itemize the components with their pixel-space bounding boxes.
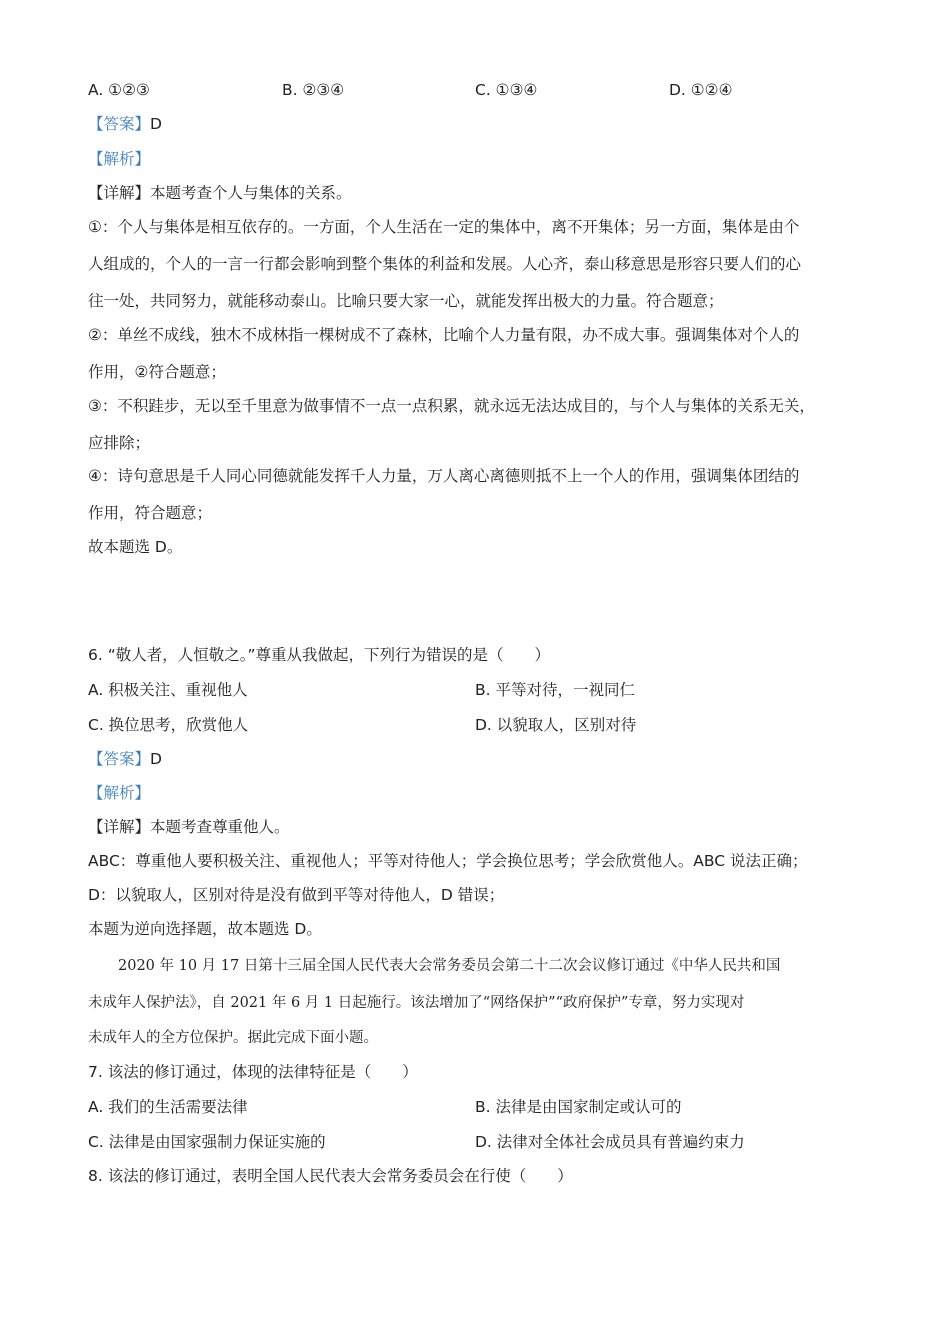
material-line: 2020 年 10 月 17 日第十三届全国人民代表大会常务委员会第二十二次会议修订通过《中华人民共和国 xyxy=(118,958,781,974)
q6-answer xyxy=(88,749,864,769)
q5-explanation-line: ②：单丝不成线，独木不成林指一棵树成不了森林，比喻个人力量有限，办不成大事。强调集体对个人的 xyxy=(88,326,800,344)
q7-option-c: C. 法律是由国家强制力保证实施的 xyxy=(88,1133,326,1151)
q6-option-a: A. 积极关注、重视他人 xyxy=(88,681,248,699)
q6-option-c: C. 换位思考，欣赏他人 xyxy=(88,716,249,734)
q5-explanation-line: 应排除； xyxy=(88,434,151,452)
q5-explanation-line: ③：不积跬步，无以至千里意为做事情不一点一点积累，就永远无法达成目的，与个人与集体的关系无关， xyxy=(88,397,815,415)
q6-conclusion: 本题为逆向选择题，故本题选 D。 xyxy=(88,920,322,938)
detail-text: 本题考查尊重他人。 xyxy=(150,818,290,836)
q5-explanation-line: 作用，②符合题意； xyxy=(88,363,226,381)
q6-option-b: B. 平等对待，一视同仁 xyxy=(475,681,635,699)
q6-stem: 6. “敬人者，人恒敬之。”尊重从我做起，下列行为错误的是（ ） xyxy=(88,646,551,664)
q5-explanation-line: 作用，符合题意； xyxy=(88,504,213,522)
material-line: 未成年人的全方位保护。据此完成下面小题。 xyxy=(88,1030,378,1046)
q7-option-b: B. 法律是由国家制定或认可的 xyxy=(475,1098,682,1116)
q6-explanation-line: ABC：尊重他人要积极关注、重视他人；平等对待他人；学会换位思考；学会欣赏他人。ABC 说法正确； xyxy=(88,852,808,870)
q8-stem: 8. 该法的修订通过，表明全国人民代表大会常务委员会在行使（ ） xyxy=(88,1167,573,1185)
q5-analysis-tag: 【解析】 xyxy=(88,150,151,168)
q7-stem: 7. 该法的修订通过，体现的法律特征是（ ） xyxy=(88,1063,418,1081)
answer-tag: 【答案】 xyxy=(88,750,151,768)
q5-explanation-line: 往一处，共同努力，就能移动泰山。比喻只要大家一心，就能发挥出极大的力量。符合题意； xyxy=(88,292,724,310)
detail-tag: 【详解】 xyxy=(88,184,151,202)
q5-conclusion: 故本题选 D。 xyxy=(88,538,183,556)
answer-value: D xyxy=(150,115,162,133)
q7-option-d: D. 法律对全体社会成员具有普遍约束力 xyxy=(475,1133,745,1151)
q6-option-d: D. 以貌取人，区别对待 xyxy=(475,716,637,734)
q6-explanation-line: D：以貌取人，区别对待是没有做到平等对待他人，D 错误； xyxy=(88,886,505,904)
detail-text: 本题考查个人与集体的关系。 xyxy=(150,184,352,202)
q6-analysis-tag: 【解析】 xyxy=(88,784,151,802)
q6-detail xyxy=(88,817,864,837)
q5-explanation-line: ①：个人与集体是相互依存的。一方面，个人生活在一定的集体中，离不开集体；另一方面，集体是由个 xyxy=(88,218,800,236)
q5-option-a: A. ①②③ xyxy=(88,81,150,99)
material-line: 未成年人保护法》，自 2021 年 6 月 1 日起施行。该法增加了“网络保护”“政府保护”专章，努力实现对 xyxy=(88,995,745,1011)
q5-option-d: D. ①②④ xyxy=(669,81,733,99)
q5-explanation-line: 人组成的，个人的一言一行都会影响到整个集体的利益和发展。人心齐，泰山移意思是形容只要人们的心 xyxy=(88,255,802,273)
answer-tag: 【答案】 xyxy=(88,115,151,133)
q5-detail xyxy=(88,183,864,203)
detail-tag: 【详解】 xyxy=(88,818,151,836)
q5-answer xyxy=(88,114,864,134)
answer-value: D xyxy=(150,750,162,768)
q5-explanation-line: ④：诗句意思是千人同心同德就能发挥千人力量，万人离心离德则抵不上一个人的作用，强调集体团结的 xyxy=(88,467,800,485)
q5-option-b: B. ②③④ xyxy=(282,81,345,99)
q7-option-a: A. 我们的生活需要法律 xyxy=(88,1098,248,1116)
q5-option-c: C. ①③④ xyxy=(475,81,538,99)
